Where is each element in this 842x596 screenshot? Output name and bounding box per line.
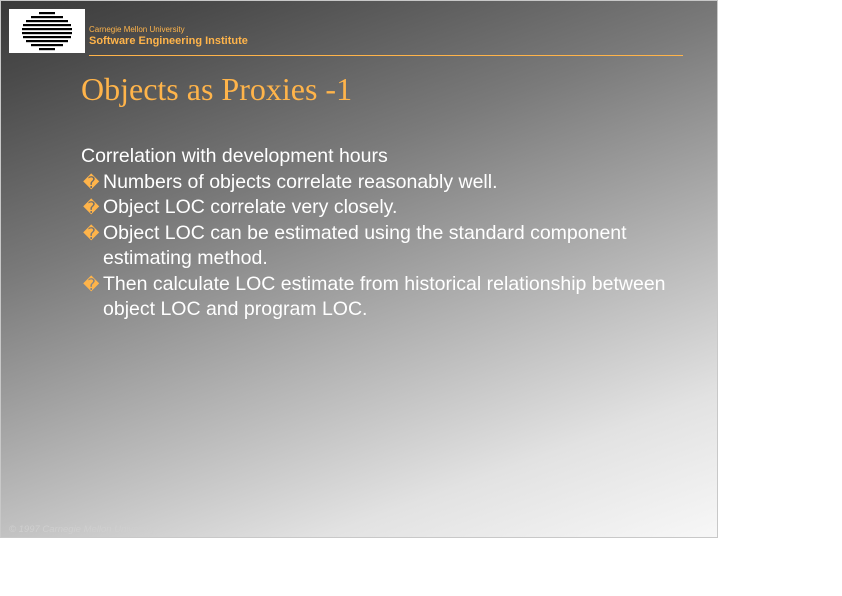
org-university-label: Carnegie Mellon University (89, 25, 185, 34)
sei-logo (9, 9, 85, 53)
bullet-glyph: � (83, 198, 100, 217)
slide-title: Objects as Proxies -1 (81, 71, 353, 107)
header-divider (89, 55, 683, 56)
bullet-glyph: � (83, 274, 100, 294)
copyright-footer: © 1997 Carnegie Mellon University (9, 524, 156, 535)
bullet-text: Numbers of objects correlate reasonably well. (103, 170, 498, 193)
bullet-item (81, 221, 681, 272)
lead-line: Correlation with development hours (81, 145, 388, 167)
bullet-glyph: � (83, 172, 100, 192)
org-institute-label: Software Engineering Institute (89, 35, 248, 47)
bullet-text: Object LOC can be estimated using the standard component estimating method. (103, 221, 627, 269)
slide-body (81, 144, 681, 323)
bullet-glyph: � (83, 223, 100, 243)
bullet-item (81, 272, 681, 323)
bullet-item (81, 170, 681, 196)
bullet-text: Object LOC correlate very closely. (103, 196, 398, 218)
bullet-text: Then calculate LOC estimate from historical relationship between object LOC and program LOC. (103, 272, 666, 320)
bullet-item (81, 195, 681, 221)
sei-striped-globe-icon (9, 9, 85, 53)
